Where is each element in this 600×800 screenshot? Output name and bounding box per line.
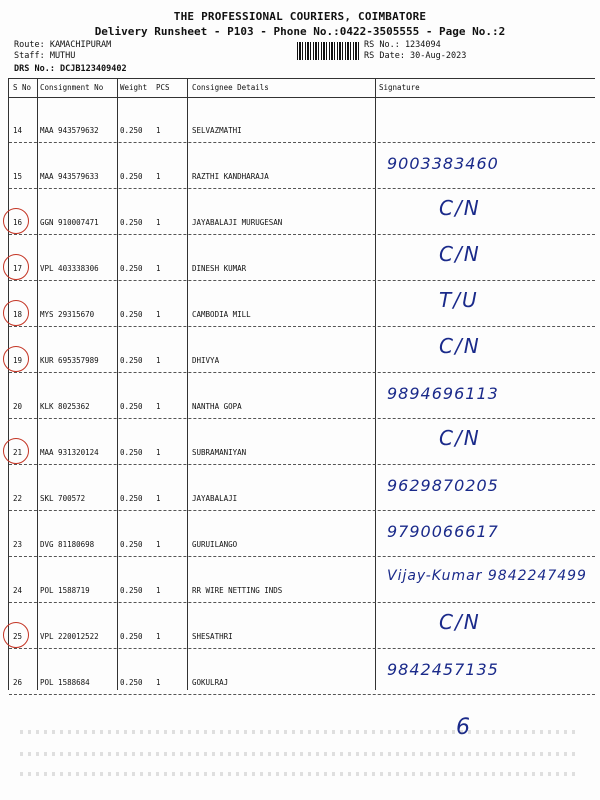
col-sno: S No bbox=[13, 83, 32, 92]
row-weight: 0.250 bbox=[120, 218, 143, 227]
barcode bbox=[297, 42, 359, 60]
row-weight: 0.250 bbox=[120, 402, 143, 411]
row-sno: 26 bbox=[13, 678, 23, 687]
row-weight: 0.250 bbox=[120, 540, 143, 549]
row-consignee: GOKULRAJ bbox=[192, 678, 229, 687]
rs-number: RS No.: 1234094 bbox=[364, 40, 441, 50]
row-consignee: SHESATHRI bbox=[192, 632, 233, 641]
table-row bbox=[9, 602, 595, 649]
row-consignee: DINESH KUMAR bbox=[192, 264, 247, 273]
company-title: THE PROFESSIONAL COURIERS, COIMBATORE bbox=[173, 10, 427, 23]
row-weight: 0.250 bbox=[120, 678, 143, 687]
row-consignment-no: SKL 700572 bbox=[40, 494, 86, 503]
row-consignment-no: KLK 8025362 bbox=[40, 402, 90, 411]
staff-label: Staff: MUTHU bbox=[14, 51, 76, 61]
table-row bbox=[9, 510, 595, 557]
row-weight: 0.250 bbox=[120, 264, 143, 273]
handwritten-signature: Vijay-Kumar 9842247499 bbox=[387, 568, 587, 584]
row-consignment-no: MAA 943579633 bbox=[40, 172, 99, 181]
handwritten-signature: C/N bbox=[439, 242, 481, 266]
row-consignee: CAMBODIA MILL bbox=[192, 310, 251, 319]
col-signature: Signature bbox=[379, 83, 420, 92]
row-sno: 14 bbox=[13, 126, 23, 135]
route-label: Route: KAMACHIPURAM bbox=[14, 40, 112, 50]
table-row bbox=[9, 372, 595, 419]
row-pcs: 1 bbox=[156, 172, 161, 181]
row-sno: 16 bbox=[13, 218, 23, 227]
row-consignment-no: VPL 403338306 bbox=[40, 264, 99, 273]
scan-noise bbox=[20, 730, 580, 734]
table-row bbox=[9, 234, 595, 281]
handwritten-signature: 9790066617 bbox=[387, 522, 499, 541]
row-sno: 18 bbox=[13, 310, 23, 319]
row-weight: 0.250 bbox=[120, 586, 143, 595]
handwritten-signature: C/N bbox=[439, 334, 481, 358]
row-consignment-no: MYS 29315670 bbox=[40, 310, 95, 319]
col-pcs: PCS bbox=[156, 83, 170, 92]
row-consignee: RAZTHI KANDHARAJA bbox=[192, 172, 269, 181]
table-header bbox=[9, 78, 595, 98]
circle-mark bbox=[3, 622, 29, 648]
row-pcs: 1 bbox=[156, 448, 161, 457]
table-row bbox=[9, 96, 595, 143]
row-consignment-no: VPL 220012522 bbox=[40, 632, 99, 641]
table-row bbox=[9, 326, 595, 373]
row-consignee: GURUILANGO bbox=[192, 540, 238, 549]
row-pcs: 1 bbox=[156, 402, 161, 411]
row-consignment-no: KUR 695357989 bbox=[40, 356, 99, 365]
handwritten-signature: C/N bbox=[439, 426, 481, 450]
row-consignment-no: MAA 931320124 bbox=[40, 448, 99, 457]
row-consignee: SUBRAMANIYAN bbox=[192, 448, 247, 457]
col-consignment: Consignment No bbox=[40, 83, 104, 92]
circle-mark bbox=[3, 300, 29, 326]
handwritten-signature: 9003383460 bbox=[387, 154, 499, 173]
footer-mark: 6 bbox=[456, 715, 470, 740]
row-pcs: 1 bbox=[156, 264, 161, 273]
row-consignee: NANTHA GOPA bbox=[192, 402, 242, 411]
row-weight: 0.250 bbox=[120, 310, 143, 319]
row-pcs: 1 bbox=[156, 126, 161, 135]
row-pcs: 1 bbox=[156, 356, 161, 365]
table-row bbox=[9, 280, 595, 327]
row-pcs: 1 bbox=[156, 310, 161, 319]
row-consignment-no: POL 1588684 bbox=[40, 678, 90, 687]
row-weight: 0.250 bbox=[120, 632, 143, 641]
row-pcs: 1 bbox=[156, 494, 161, 503]
row-weight: 0.250 bbox=[120, 172, 143, 181]
row-sno: 21 bbox=[13, 448, 23, 457]
table-row bbox=[9, 648, 595, 695]
runsheet-subtitle: Delivery Runsheet - P103 - Phone No.:0422-3505555 - Page No.:2 bbox=[94, 25, 506, 38]
row-consignment-no: MAA 943579632 bbox=[40, 126, 99, 135]
row-weight: 0.250 bbox=[120, 356, 143, 365]
row-consignee: DHIVYA bbox=[192, 356, 220, 365]
handwritten-signature: 9629870205 bbox=[387, 476, 499, 495]
table-row bbox=[9, 188, 595, 235]
table-row bbox=[9, 464, 595, 511]
row-weight: 0.250 bbox=[120, 448, 143, 457]
row-weight: 0.250 bbox=[120, 494, 143, 503]
row-sno: 24 bbox=[13, 586, 23, 595]
row-sno: 22 bbox=[13, 494, 23, 503]
circle-mark bbox=[3, 438, 29, 464]
row-consignee: JAYABALAJI MURUGESAN bbox=[192, 218, 283, 227]
row-pcs: 1 bbox=[156, 678, 161, 687]
row-consignee: JAYABALAJI bbox=[192, 494, 238, 503]
table-row bbox=[9, 418, 595, 465]
row-sno: 15 bbox=[13, 172, 23, 181]
row-sno: 25 bbox=[13, 632, 23, 641]
row-sno: 20 bbox=[13, 402, 23, 411]
row-consignee: RR WIRE NETTING INDS bbox=[192, 586, 283, 595]
row-sno: 19 bbox=[13, 356, 23, 365]
table-row bbox=[9, 556, 595, 603]
row-pcs: 1 bbox=[156, 632, 161, 641]
scan-noise bbox=[20, 772, 580, 776]
handwritten-signature: C/N bbox=[439, 196, 481, 220]
handwritten-signature: 9894696113 bbox=[387, 384, 499, 403]
drs-number: DRS No.: DCJB123409402 bbox=[14, 64, 127, 74]
row-consignee: SELVAZMATHI bbox=[192, 126, 242, 135]
rs-date: RS Date: 30-Aug-2023 bbox=[364, 51, 467, 61]
handwritten-signature: C/N bbox=[439, 610, 481, 634]
row-sno: 23 bbox=[13, 540, 23, 549]
scan-noise bbox=[20, 752, 580, 756]
row-pcs: 1 bbox=[156, 540, 161, 549]
handwritten-signature: 9842457135 bbox=[387, 660, 499, 679]
row-pcs: 1 bbox=[156, 586, 161, 595]
row-pcs: 1 bbox=[156, 218, 161, 227]
runsheet-table bbox=[8, 78, 595, 690]
row-weight: 0.250 bbox=[120, 126, 143, 135]
circle-mark bbox=[3, 208, 29, 234]
handwritten-signature: T/U bbox=[439, 288, 479, 312]
col-consignee: Consignee Details bbox=[192, 83, 269, 92]
circle-mark bbox=[3, 254, 29, 280]
col-weight: Weight bbox=[120, 83, 148, 92]
row-consignment-no: DVG 81180698 bbox=[40, 540, 95, 549]
row-sno: 17 bbox=[13, 264, 23, 273]
table-row bbox=[9, 142, 595, 189]
circle-mark bbox=[3, 346, 29, 372]
row-consignment-no: POL 1588719 bbox=[40, 586, 90, 595]
row-consignment-no: GGN 910007471 bbox=[40, 218, 99, 227]
